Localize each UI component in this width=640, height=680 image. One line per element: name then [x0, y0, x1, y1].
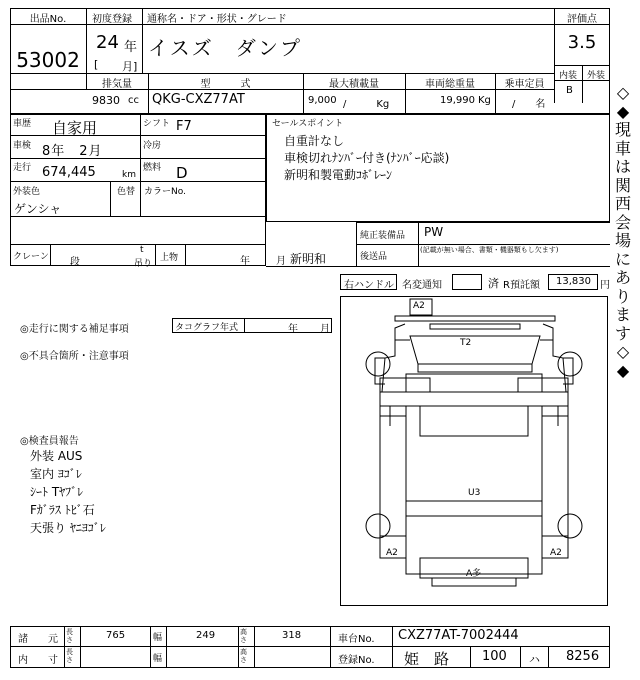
registration-class: 100: [482, 649, 507, 664]
crane-ton: t: [140, 245, 144, 255]
fuel-label: 燃料: [143, 163, 162, 173]
lot-label: 出品No.: [29, 14, 67, 25]
length-value: 765: [106, 630, 126, 641]
side-char: ◇: [616, 342, 630, 361]
first-reg-year-unit: 年: [124, 40, 138, 55]
upper-month: 月: [276, 256, 286, 267]
truck-diagram: [340, 296, 608, 606]
inspection-value: 8年 2月: [42, 144, 103, 159]
sales-label: セールスポイント: [272, 119, 344, 129]
side-char: ◆: [616, 360, 630, 380]
history-value: 自家用: [52, 119, 98, 137]
interior-grade: B: [566, 85, 573, 96]
tacho-label: タコグラフ年式: [175, 323, 239, 333]
sales-point-1: 自重計なし: [284, 134, 345, 148]
gross-weight-label: 車両総重量: [425, 79, 475, 90]
mark-t2: T2: [460, 338, 472, 348]
side-notice: [612, 84, 634, 380]
upper-maker: 新明和: [290, 252, 327, 266]
mark-u3: U3: [468, 488, 481, 498]
equipment-label: 純正装備品: [360, 231, 406, 241]
grade-label: 評価点: [567, 14, 597, 25]
max-load-unit: / Kg: [343, 99, 390, 110]
name-label: 通称名・ドア・形状・グレード: [147, 14, 287, 25]
mileage-value: 674,445: [42, 165, 96, 180]
overall-grade: 3.5: [567, 32, 597, 53]
side-char: ま: [614, 305, 631, 324]
inspector-line-4: Fｶﾞﾗｽ ﾄﾋﾞ石: [30, 503, 95, 517]
inner-height-label: 高さ: [240, 648, 247, 664]
upper-label: 上物: [160, 253, 179, 263]
mileage-unit: km: [122, 170, 136, 180]
interior-label: 内装: [558, 71, 577, 81]
lot-number: 53002: [16, 48, 80, 72]
crane-label: クレーン: [13, 252, 49, 262]
width-label: 幅: [153, 633, 163, 643]
color-change-label: 色替: [117, 187, 136, 197]
height-label: 高さ: [240, 628, 247, 644]
after-note: (記載が無い場合、書類・機器類もし欠ます): [420, 246, 559, 254]
side-char: ◆: [616, 101, 630, 121]
tacho-year: 年: [288, 324, 298, 335]
color-value: ゲンシャ: [14, 202, 62, 216]
mark-a2-right: A2: [550, 548, 562, 558]
first-reg-label: 初度登録: [92, 14, 132, 25]
defect-label: ◎不具合箇所・注意事項: [20, 351, 129, 362]
inspector-line-5: 天張り ﾔﾆﾖｺﾞﾚ: [30, 521, 106, 535]
equipment-value: PW: [424, 225, 444, 239]
registration-kana: ハ: [529, 653, 540, 666]
side-char: す: [614, 323, 631, 343]
recycle-value: 13,830: [556, 276, 591, 287]
chassis-value: CXZ77AT-7002444: [398, 628, 519, 643]
recycle-label: R預託額: [503, 280, 540, 291]
steering-value: 右ハンドル: [344, 280, 394, 291]
exterior-label: 外装: [586, 71, 605, 81]
recycle-done-mark: 済: [488, 277, 499, 290]
first-reg-month-unit: 月]: [122, 60, 138, 73]
inspector-line-3: ｼｰﾄ Tﾔﾌﾞﾚ: [30, 485, 84, 499]
mark-a-many: A多: [466, 569, 482, 579]
crane-stage: 段: [70, 257, 80, 268]
max-load-value: 9,000: [308, 95, 337, 106]
registration-number: 8256: [566, 649, 600, 664]
height-value: 318: [282, 630, 302, 641]
inner-length-label: 長さ: [66, 648, 73, 664]
first-reg-month-open: [: [94, 58, 99, 71]
gross-weight-unit: Kg: [478, 95, 491, 106]
side-char: 西: [614, 194, 631, 213]
side-char: あ: [614, 268, 631, 287]
name-change-box: [452, 274, 482, 290]
color-code-label: カラーNo.: [144, 187, 186, 197]
capacity-label: 乗車定員: [504, 79, 545, 90]
inner-width-label: 幅: [153, 654, 163, 664]
side-char: り: [614, 286, 631, 306]
side-char: 会: [614, 212, 631, 232]
color-label: 外装色: [13, 187, 41, 197]
shift-value: F7: [176, 119, 192, 134]
mileage-label: 走行: [13, 163, 32, 173]
mark-a2-left: A2: [386, 548, 398, 558]
history-label: 車歴: [13, 119, 32, 129]
length-label: 長さ: [66, 628, 73, 644]
model-value: QKG-CXZ77AT: [152, 92, 245, 107]
model-label: 型 式: [200, 79, 251, 90]
side-char: ◇: [616, 83, 630, 102]
name-change-label: 名変通知: [402, 280, 442, 291]
displacement-value: 9830: [92, 94, 120, 107]
side-char: は: [614, 157, 631, 176]
side-char: 現: [614, 120, 631, 139]
registration-label: 登録No.: [338, 655, 375, 666]
side-char: 場: [614, 231, 631, 250]
tacho-month: 月: [320, 324, 330, 335]
dims-label: 諸 元: [18, 634, 58, 645]
side-char: 車: [614, 138, 631, 158]
capacity-value: / 名: [512, 99, 546, 110]
width-value: 249: [196, 630, 216, 641]
inspection-label: 車検: [13, 141, 32, 151]
side-char: 関: [614, 175, 631, 195]
sales-point-2: 車検切れﾅﾝﾊﾞｰ付き(ﾅﾝﾊﾞｰ応談): [284, 151, 450, 165]
upper-year: 年: [240, 256, 250, 267]
gross-weight-value: 19,990: [440, 95, 475, 106]
inner-label: 内 寸: [18, 655, 58, 666]
displacement-unit: cc: [128, 95, 139, 106]
shift-label: シフト: [143, 119, 171, 129]
first-reg-year: 24: [96, 32, 119, 53]
inspector-line-2: 室内 ﾖｺﾞﾚ: [30, 467, 82, 481]
mark-a2-top: A2: [413, 301, 425, 311]
ac-label: 冷房: [143, 141, 162, 151]
chassis-label: 車台No.: [338, 634, 375, 645]
sales-point-3: 新明和製電動ｺﾎﾞﾚｰﾝ: [284, 168, 393, 182]
max-load-label: 最大積載量: [329, 79, 379, 90]
after-label: 後送品: [360, 252, 388, 262]
fuel-value: D: [176, 164, 188, 182]
inspector-label: ◎検査員報告: [20, 436, 79, 447]
displacement-label: 排気量: [102, 79, 132, 90]
vehicle-name: イスズ ダンプ: [148, 36, 302, 60]
travel-notes-label: ◎走行に関する補足事項: [20, 324, 129, 335]
recycle-unit: 円: [600, 280, 610, 291]
registration-area: 姫 路: [404, 650, 450, 668]
inspector-line-1: 外装 AUS: [30, 449, 83, 463]
crane-hang: 吊り: [134, 259, 153, 269]
side-char: に: [614, 249, 631, 269]
